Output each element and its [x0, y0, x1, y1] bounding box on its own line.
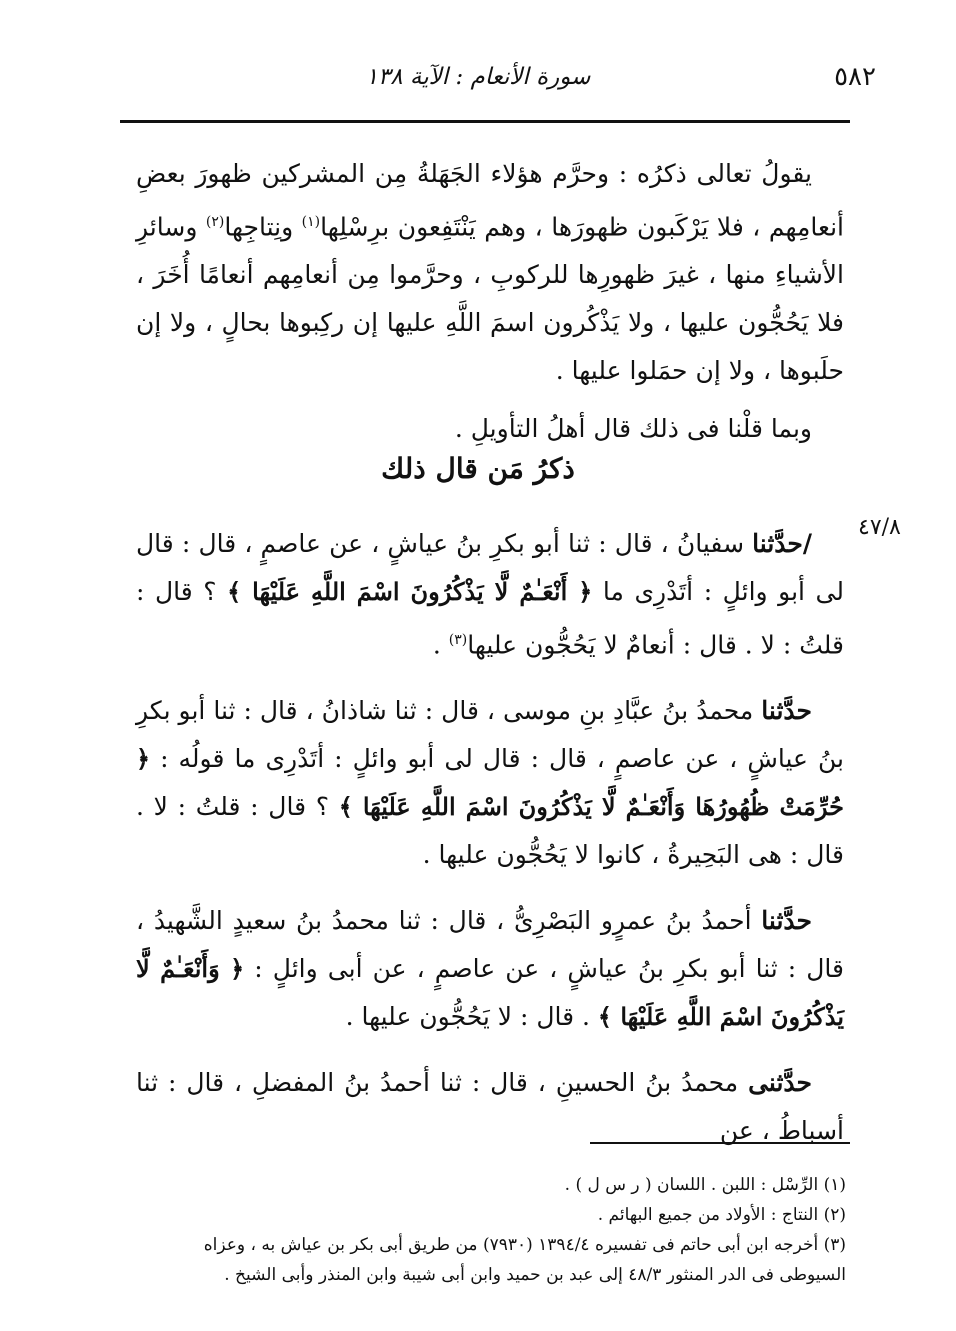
- footnote-ref-1: (١): [301, 214, 321, 230]
- intro-paragraph-2: وبما قلْنا فى ذلك قال أهلُ التأويلِ .: [454, 414, 812, 444]
- hadith-text: .: [432, 630, 449, 660]
- hadith-text: ؟ قال : قلتُ : لا . قال : أنعامٌ لا يَحُجُّون عليها: [136, 577, 844, 660]
- hadith-2: [136, 687, 844, 879]
- intro-text-3: وسائرِ الأشياءِ منها ، غيرَ ظهورِها للركوبِ ، وحرَّموا مِن أنعامِهم أنعامًا أُخَرَ ، فلا يَحُجُّون عليها ، ولا يَذْكُرون اسمَ اللَّهِ عليها إن ركِبوها بحالٍ ، ولا إن حلَبوها ، ولا إن حمَلوا عليها .: [136, 212, 844, 386]
- header-rule: [120, 120, 850, 123]
- hadith-section: [136, 520, 844, 1155]
- hadith-text: ؟ قال : قلتُ : لا . قال : هى البَحِيرةُ ، كانوا لا يَحُجُّون عليها .: [136, 792, 844, 870]
- page-number: ٥٨٢: [834, 62, 876, 92]
- intro-text-1: يقولُ تعالى ذكرُه : وحرَّم هؤلاء الجَهَلةُ مِن المشركين ظهورَ بعضِ أنعامِهم ، فلا يَرْكَبون ظهورَها ، وهم يَنْتَفِعون برِسْلِها: [136, 159, 844, 242]
- hadith-lead: حدَّثنا: [761, 906, 812, 936]
- margin-reference: ٤٧/٨: [858, 515, 901, 540]
- quran-quote: ﴿ حُرِّمَتْ ظُهُورُهَا وَأَنْعَـٰمٌ لَّا يَذْكُرُونَ اسْمَ اللَّهِ عَلَيْهَا ﴾: [136, 744, 844, 822]
- footnote-rule: [590, 1142, 850, 1144]
- hadith-text: أحمدُ بنُ عمرٍو البَصْرِىُّ ، قال : ثنا محمدُ بنُ سعيدٍ الشَّهيدُ ، قال : ثنا أبو بكرِ بنُ عياشٍ ، عن عاصمٍ ، عن أبى وائلٍ :: [136, 906, 844, 984]
- hadith-text: سفيانُ ، قال : ثنا أبو بكرِ بنُ عياشٍ ، عن عاصمٍ ، قال : قال لى أبو وائلٍ : أتَدْرِى ما: [136, 529, 845, 606]
- footnote-ref-2: (٢): [205, 214, 225, 230]
- hadith-1: [136, 520, 844, 669]
- footnote-ref-3: (٣): [448, 632, 468, 648]
- hadith-text: . قال : لا يَحُجُّون عليها .: [345, 1002, 598, 1032]
- running-title: سورة الأنعام : الآية ١٣٨: [365, 64, 591, 90]
- footnote-1: (١) الرِّسْل : اللبن . اللسان ( ر س ل ) .: [564, 1175, 846, 1195]
- intro-paragraph: [136, 150, 844, 395]
- hadith-text: محمدُ بنُ عبَّادِ بنِ موسى ، قال : ثنا شاذانُ ، قال : ثنا أبو بكرِ بنُ عياشٍ ، عن عاصمٍ ، قال : قال لى أبو وائلٍ : أتَدْرِى ما قولُه :: [136, 696, 844, 774]
- intro-text-2: ونِتاجِها: [224, 212, 302, 242]
- hadith-lead: حدَّثنى: [748, 1068, 812, 1098]
- footnotes: [138, 1170, 846, 1290]
- hadith-3: [136, 897, 844, 1041]
- hadith-lead: حدَّثنا: [761, 696, 812, 726]
- hadith-lead: /حدَّثنا: [752, 529, 812, 558]
- footnote-2: (٢) النتاج : الأولاد من جميع البهائم .: [597, 1205, 846, 1225]
- section-heading: ذكرُ مَن قال ذلك: [381, 452, 575, 485]
- footnote-3: (٣) أخرجه ابن أبى حاتم فى تفسيره ١٣٩٤/٤ (٧٩٣٠) من طريق أبى بكر بن عياش به ، وعزاه السيوطى فى الدر المنثور ٤٨/٣ إلى عبد بن حميد وابن أبى شيبة وابن المنذر وأبى الشيخ .: [203, 1235, 846, 1285]
- hadith-text: محمدُ بنُ الحسينِ ، قال : ثنا أحمدُ بنُ المفضلِ ، قال : ثنا أسباطُ ، عن: [136, 1068, 844, 1146]
- quran-quote: ﴿ أَنْعَـٰمٌ لَّا يَذْكُرُونَ اسْمَ اللَّهِ عَلَيْهَا ﴾: [227, 577, 593, 606]
- intro-section: [136, 150, 844, 453]
- hadith-4: [136, 1059, 844, 1155]
- page-header: [118, 62, 876, 102]
- quran-quote: ﴿ وَأَنْعَـٰمٌ لَّا يَذْكُرُونَ اسْمَ اللَّهِ عَلَيْهَا ﴾: [136, 954, 844, 1032]
